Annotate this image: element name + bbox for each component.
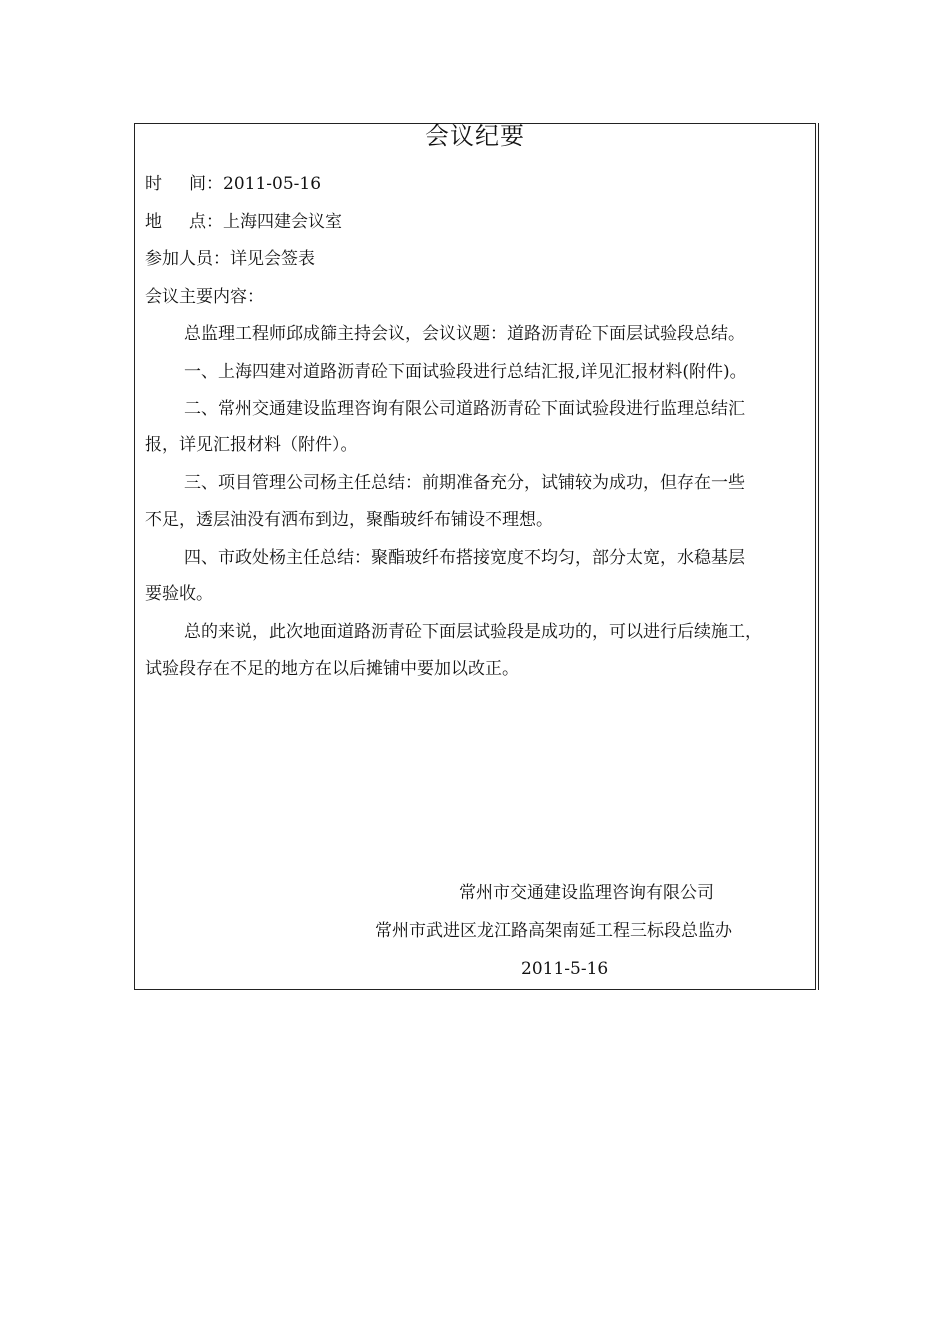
time-label-b: 间：	[189, 174, 223, 194]
attendees-label: 参加人员：	[145, 249, 230, 269]
time-value: 2011-05-16	[223, 174, 322, 194]
time-row	[145, 172, 321, 196]
paragraph-6-line-2: 试验段存在不足的地方在以后摊铺中要加以改正。	[145, 659, 519, 679]
signature-company: 常州市交通建设监理咨询有限公司	[459, 883, 714, 903]
paragraph-4-line-2: 不足，透层油没有洒布到边，聚酯玻纤布铺设不理想。	[145, 510, 553, 530]
place-label-a: 地	[145, 212, 162, 232]
attendees-row	[145, 247, 315, 271]
attendees-value: 详见会签表	[230, 249, 315, 269]
paragraph-6-line-1: 总的来说，此次地面道路沥青砼下面层试验段是成功的，可以进行后续施工，	[184, 622, 762, 642]
paragraph-3-line-2: 报，详见汇报材料（附件）。	[145, 435, 358, 455]
paragraph-3-line-1: 二、常州交通建设监理咨询有限公司道路沥青砼下面试验段进行监理总结汇	[184, 399, 745, 419]
signature-office: 常州市武进区龙江路高架南延工程三标段总监办	[375, 921, 732, 941]
paragraph-4-line-1: 三、项目管理公司杨主任总结：前期准备充分，试铺较为成功，但存在一些	[184, 473, 745, 493]
place-value: 上海四建会议室	[223, 212, 342, 232]
place-label-b: 点：	[189, 212, 223, 232]
time-label-a: 时	[145, 174, 162, 194]
paragraph-1: 总监理工程师邱成篩主持会议，会议议题：道路沥青砼下面层试验段总结。	[184, 324, 745, 344]
content-label: 会议主要内容：	[145, 287, 264, 307]
signature-date: 2011-5-16	[521, 959, 609, 979]
document-title: 会议纪要	[425, 122, 525, 150]
paragraph-5-line-1: 四、市政处杨主任总结：聚酯玻纤布搭接宽度不均匀，部分太宽，水稳基层	[184, 548, 745, 568]
paragraph-5-line-2: 要验收。	[145, 584, 213, 604]
paragraph-2: 一、上海四建对道路沥青砼下面试验段进行总结汇报,详见汇报材料(附件)。	[184, 362, 747, 382]
place-row	[145, 210, 342, 234]
frame-double-border	[818, 123, 819, 990]
